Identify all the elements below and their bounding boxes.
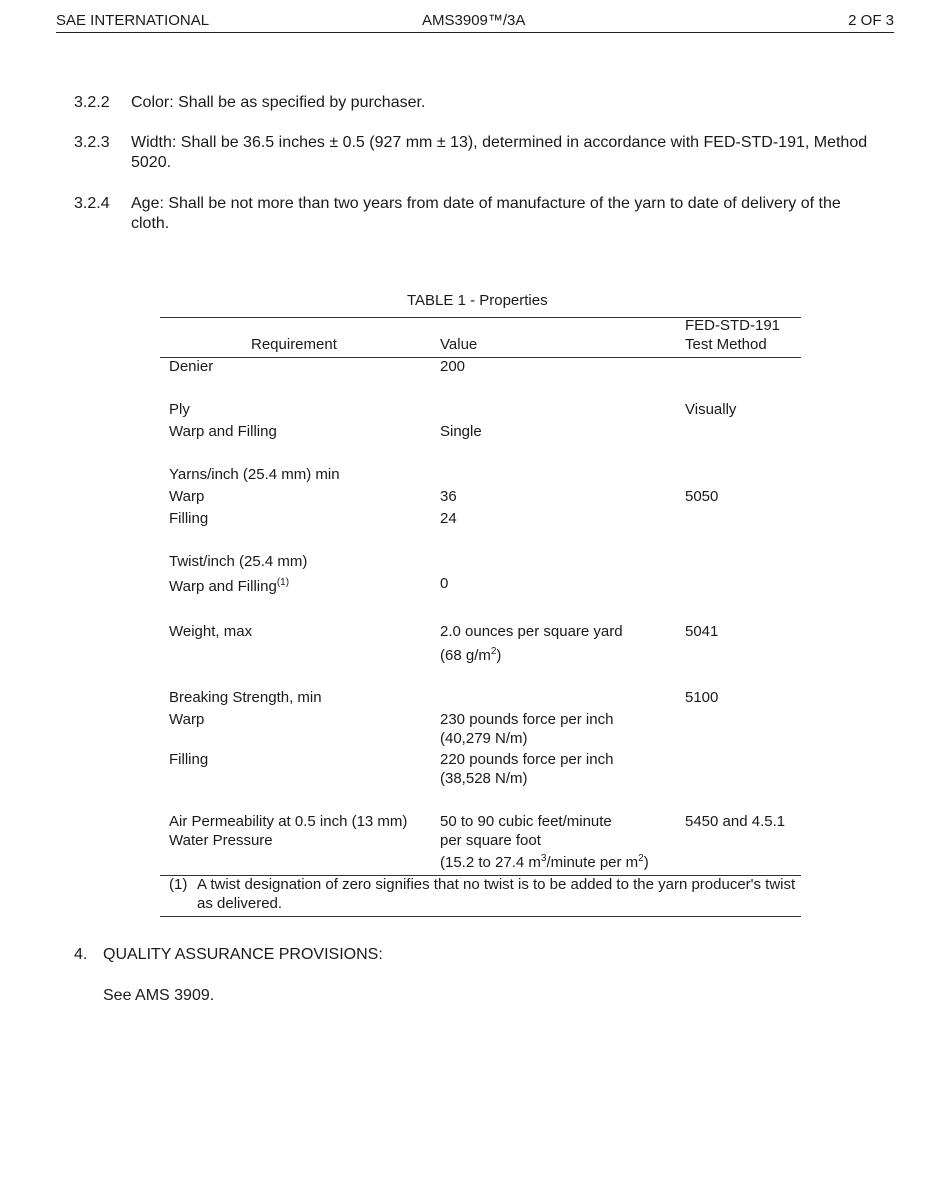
header-requirement: Requirement: [251, 336, 337, 353]
val-air-line3: (15.2 to 27.4 $m^3$/minute per $m^2$): [440, 853, 649, 871]
method-air: 5450 and 4.5.1: [685, 813, 786, 830]
header-org: SAE INTERNATIONAL: [56, 12, 210, 29]
val-yarns-warp: 36: [440, 488, 457, 505]
req-twist-warp-filling: Warp and Filling$^{(1)}$: [169, 577, 290, 595]
clause-text: Color: Shall be as specified by purchaser.: [131, 94, 426, 111]
footnote-ref: (1): [276, 577, 290, 588]
req-breaking-filling: Filling: [169, 751, 209, 768]
clause-text: Age: Shall be not more than two years from date of manufacture of the yarn to date of delivery of the cloth.: [131, 195, 841, 232]
footnote-text: A twist designation of zero signifies that no twist is to be added to the yarn producer's twist as delivered.: [197, 876, 796, 912]
req-yarns: Yarns/inch (25.4 mm) min: [169, 466, 340, 483]
method-ply: Visually: [685, 401, 737, 418]
header-value: Value: [440, 336, 478, 353]
req-air-line2: Water Pressure: [169, 832, 273, 849]
val-weight-line1: 2.0 ounces per square yard: [440, 623, 623, 640]
clause-text: Width: Shall be 36.5 inches ± 0.5 (927 mm ± 13), determined in accordance with FED-STD-191, Method 5020.: [131, 134, 868, 171]
val-weight-line2: (68 $g/m^2$): [440, 646, 502, 664]
req-twist: Twist/inch (25.4 mm): [169, 553, 308, 570]
header-page-number: 2 OF 3: [848, 12, 894, 29]
method-weight: 5041: [685, 623, 719, 640]
table-header-rule: [160, 357, 801, 358]
section-title: QUALITY ASSURANCE PROVISIONS:: [103, 946, 383, 963]
val-twist: 0: [440, 575, 449, 592]
header-method-line2: Test Method: [685, 336, 767, 353]
footnote-number: (1): [169, 876, 188, 893]
val-air-line2: per square foot: [440, 832, 541, 849]
req-yarns-filling: Filling: [169, 510, 209, 527]
req-ply: Ply: [169, 401, 190, 418]
val-yarns-filling: 24: [440, 510, 457, 527]
page-header: [56, 10, 894, 33]
section-4-body: See AMS 3909.: [103, 987, 215, 1004]
val-breaking-warp-line2: (40,279 N/m): [440, 730, 528, 747]
section-number: 4.: [74, 946, 88, 963]
header-doc-number: AMS3909™/3A: [422, 12, 526, 29]
clause-number: 3.2.4: [74, 195, 110, 212]
req-yarns-warp: Warp: [169, 488, 205, 505]
clause-number: 3.2.3: [74, 134, 110, 151]
req-ply-warp-filling: Warp and Filling: [169, 423, 277, 440]
req-air-line1: Air Permeability at 0.5 inch (13 mm): [169, 813, 408, 830]
method-yarns-warp: 5050: [685, 488, 719, 505]
clause-number: 3.2.2: [74, 94, 110, 111]
footnote-rule: [160, 916, 801, 917]
req-denier: Denier: [169, 358, 214, 375]
req-breaking: Breaking Strength, min: [169, 689, 322, 706]
method-breaking: 5100: [685, 689, 719, 706]
val-denier: 200: [440, 358, 466, 375]
val-air-line1: 50 to 90 cubic feet/minute: [440, 813, 612, 830]
val-breaking-filling-line2: (38,528 N/m): [440, 770, 528, 787]
val-ply-warp-filling: Single: [440, 423, 482, 440]
header-method-line1: FED-STD-191: [685, 317, 781, 334]
val-breaking-warp-line1: 230 pounds force per inch: [440, 711, 614, 728]
req-weight: Weight, max: [169, 623, 253, 640]
table-caption: TABLE 1 - Properties: [407, 292, 548, 309]
req-breaking-warp: Warp: [169, 711, 205, 728]
val-breaking-filling-line1: 220 pounds force per inch: [440, 751, 614, 768]
